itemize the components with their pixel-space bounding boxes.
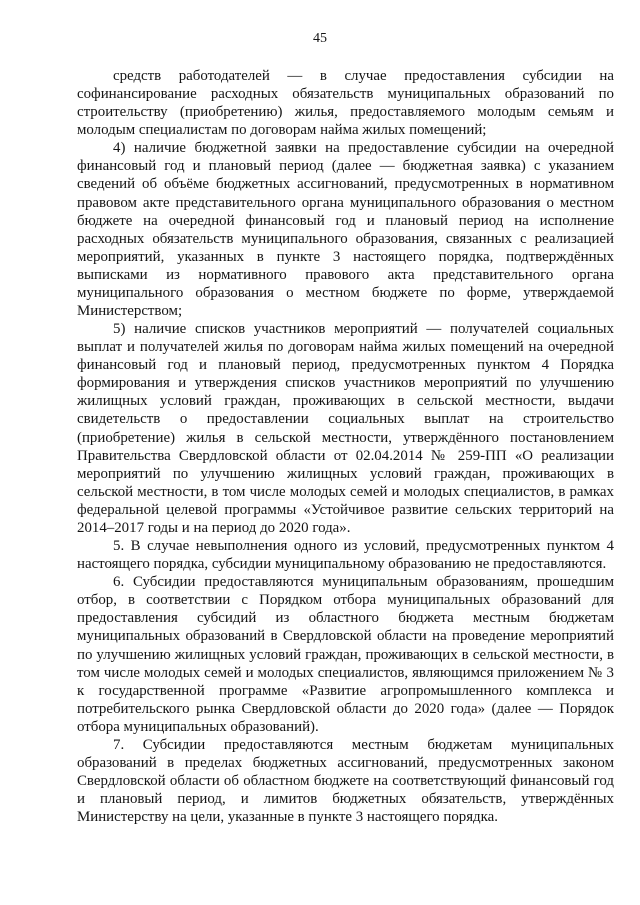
paragraph-non-fulfillment: 5. В случае невыполнения одного из условий, предусмотренных пунктом 4 настоящего порядка, субсидии муниципальному образованию не предоставляются. — [77, 538, 614, 573]
paragraph-budget-request: 4) наличие бюджетной заявки на предоставление субсидии на очередной финансовый год и плановый период (далее — бюджетная заявка) с указанием сведений об объёме бюджетных ассигнований, предусмотренных в нормативном правовом акте представительного органа муниципального образования о местном бюджете на очередной финансовый год и плановый период на исполнение расходных обязательств муниципального образования, связанных с реализацией мероприятий, указанных в пункте 3 настоящего порядка, подтверждённых выписками из нормативного правового акта представительного органа муниципального образования о местном бюджете по форме, утверждаемой Министерством; — [77, 140, 614, 320]
page-number: 45 — [313, 31, 327, 46]
paragraph-employer-funds: средств работодателей — в случае предоставления субсидии на софинансирование расходных обязательств муниципальных образований по строительству (приобретению) жилья, предоставляемого молодым семьям и молодым специалистам по договорам найма жилых помещений; — [77, 68, 614, 139]
paragraph-budget-limits: 7. Субсидии предоставляются местным бюджетам муниципальных образований в пределах бюджетных ассигнований, предусмотренных законом Свердловской области об областном бюджете на соответствующий финансовый год и плановый период, и лимитов бюджетных обязательств, утверждённых Министерству на цели, указанные в пункте 3 настоящего порядка. — [77, 736, 614, 826]
paragraph-selection: 6. Субсидии предоставляются муниципальным образованиям, прошедшим отбор, в соответствии с Порядком отбора муниципальных образований для предоставления субсидий из областного бюджета местным бюджетам муниципальных образований в Свердловской области на проведение мероприятий по улучшению жилищных условий граждан, проживающих в сельской местности, в том числе молодых семей и молодых специалистов, являющимся приложением № 3 к государственной программе «Развитие агропромышленного комплекса и потребительского рынка Свердловской области до 2020 года» (далее — Порядок отбора муниципальных образований). — [77, 574, 614, 735]
paragraph-participant-lists: 5) наличие списков участников мероприятий — получателей социальных выплат и получателей жилья по договорам найма жилых помещений на очередной финансовый год и плановый период, предусмотренных пунктом 4 Порядка формирования и утверждения списков участников мероприятий по улучшению жилищных условий граждан, проживающих в сельской местности, выдачи свидетельств о предоставлении социальных выплат на строительство (приобретение) жилья в сельской местности, утверждённого постановлением Правительства Свердловской области от 02.04.2014 № 259-ПП «О реализации мероприятий по улучшению жилищных условий граждан, проживающих в сельской местности, в том числе молодых семей и молодых специалистов, в рамках федеральной целевой программы «Устойчивое развитие сельских территорий на 2014–2017 годы и на период до 2020 года». — [77, 321, 614, 536]
document-body — [77, 67, 614, 826]
